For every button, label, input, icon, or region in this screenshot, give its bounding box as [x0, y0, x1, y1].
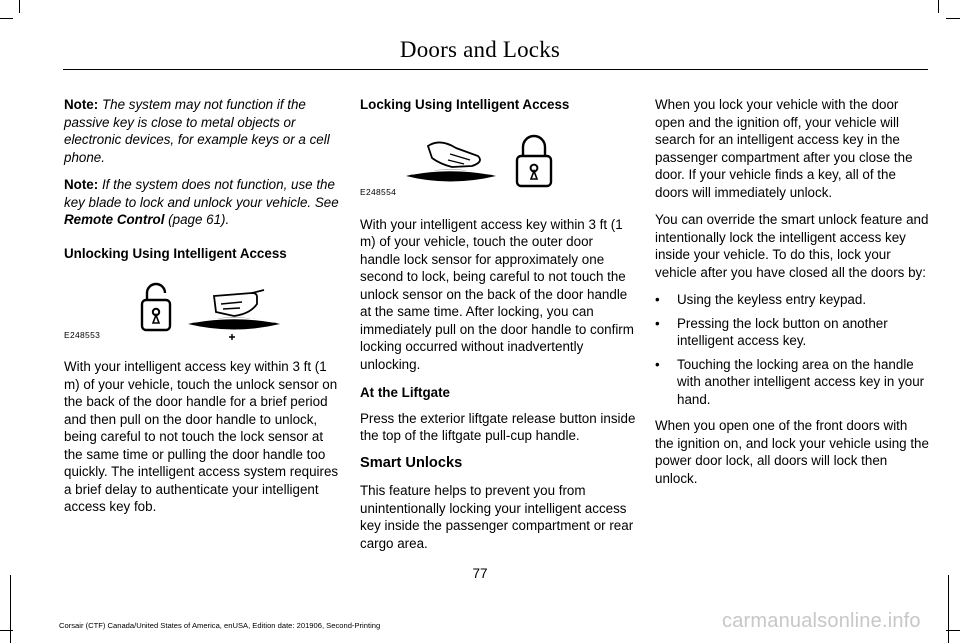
crop-mark — [10, 575, 11, 643]
body-paragraph: Press the exterior liftgate release button inside the top of the liftgate pull-cup handle. — [360, 410, 636, 443]
lock-figure-svg — [360, 134, 636, 196]
unlocked-padlock-icon — [142, 284, 170, 330]
note-label: Note: — [64, 177, 99, 192]
lock-illustration — [360, 134, 636, 202]
note-paragraph — [64, 176, 340, 229]
body-paragraph: With your intelligent access key within 3 ft (1 m) of your vehicle, touch the outer door handle lock sensor for approximately one second to lock, being careful to not touch the unlock sensor on the back of the door handle at the same time. After locking, you can immediately pull on the door handle to confirm locking occurred without inadvertently unlocking. — [360, 216, 634, 372]
header-rule — [63, 69, 928, 70]
column-3 — [655, 96, 929, 497]
bullet-list — [655, 291, 929, 408]
crop-mark — [946, 630, 960, 631]
door-handle-hand-icon — [188, 290, 280, 340]
list-item — [655, 291, 929, 309]
list-item — [655, 315, 929, 350]
page-number: 77 — [472, 566, 488, 581]
cross-reference-link[interactable]: Remote Control — [64, 212, 165, 227]
bullet-glyph: • — [655, 292, 660, 307]
column-2 — [360, 96, 636, 562]
unlocking-heading: Unlocking Using Intelligent Access — [64, 245, 287, 261]
door-handle-hand-icon — [406, 142, 496, 181]
bullet-glyph: • — [655, 315, 660, 331]
note-paragraph — [64, 96, 340, 166]
crop-mark — [938, 0, 939, 13]
list-item-text: Pressing the lock button on another intelligent access key. — [677, 315, 888, 348]
page-reference: (page 61). — [168, 212, 230, 227]
crop-mark — [948, 575, 949, 643]
body-paragraph: When you lock your vehicle with the door open and the ignition off, your vehicle will search for an intelligent access key in the passenger compartment after you close the door. If your vehicle finds a key, all of the doors will immediately unlock. — [655, 97, 913, 200]
note-text: If the system does not function, use the key blade to lock and unlock your vehicle. See — [64, 177, 339, 210]
figure-code: E248554 — [360, 187, 397, 197]
list-item — [655, 356, 929, 409]
watermark: carmanualsonline.info — [722, 610, 921, 632]
crop-mark — [0, 18, 13, 19]
crop-mark — [0, 630, 13, 631]
locked-padlock-icon — [517, 136, 551, 186]
section-title: Doors and Locks — [399, 37, 561, 62]
body-paragraph: With your intelligent access key within 3 ft (1 m) of your vehicle, touch the unlock sensor on the back of the door handle for a brief period and then pull on the door handle to unlock, being careful to not touch the lock sensor at the same time or pulling the door handle too quickly. The intelligent access system requires a brief delay to authenticate your intelligent access key fob. — [64, 359, 339, 514]
locking-heading: Locking Using Intelligent Access — [360, 97, 570, 112]
body-paragraph: This feature helps to prevent you from unintentionally locking your intelligent access key inside the passenger compartment or rear cargo area. — [360, 483, 634, 551]
liftgate-heading: At the Liftgate — [360, 385, 451, 400]
note-label: Note: — [64, 97, 99, 112]
smart-unlocks-heading: Smart Unlocks — [360, 454, 463, 471]
figure-code: E248553 — [64, 329, 101, 340]
crop-mark — [946, 18, 960, 19]
body-paragraph: When you open one of the front doors with the ignition on, and lock your vehicle using the power door lock, all doors will lock then unlock. — [655, 418, 929, 486]
unlock-illustration — [64, 282, 340, 344]
body-paragraph: You can override the smart unlock feature and intentionally lock the intelligent access key inside your vehicle. To do this, lock your vehicle after you have closed all the doors by: — [655, 212, 929, 280]
list-item-text: Using the keyless entry keypad. — [677, 292, 867, 307]
list-item-text: Touching the locking area on the handle with another intelligent access key in your hand. — [677, 356, 925, 407]
note-text: The system may not function if the passive key is close to metal objects or electronic devices, for example keys or a cell phone. — [64, 97, 330, 165]
bullet-glyph: • — [655, 356, 660, 372]
crop-mark — [19, 0, 20, 13]
edition-footer: Corsair (CTF) Canada/United States of America, enUSA, Edition date: 201906, Second-Printing — [59, 621, 381, 630]
column-1 — [64, 96, 340, 526]
unlock-figure-svg — [64, 282, 340, 344]
